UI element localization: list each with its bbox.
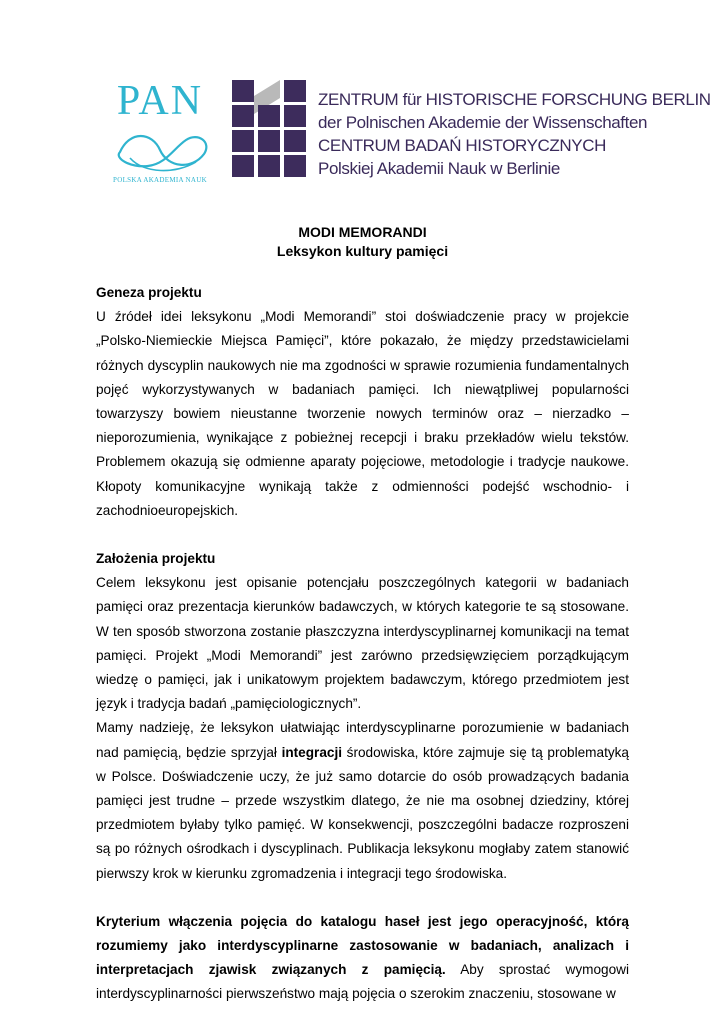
document-body [96, 281, 629, 1007]
paragraph-genesis: U źródeł idei leksykonu „Modi Memorandi” stoi doświadczenie pracy w projekcie „Polsko-Niemieckie Miejsca Pamięci”, które pokazało, że między przedstawicielami różnych dyscyplin naukowych nie ma zgodności w sprawie rozumienia fundamentalnych pojęć wykorzystywanych w badaniach pamięci. Ich niewątpliwej popularności towarzyszy bowiem nieustanne tworzenie nowych terminów oraz – nierzadko – nieporozumienia, wynikające z pobieżnej recepcji i braku przekładów wielu tekstów. Problemem okazują się odmienne aparaty pojęciowe, metodologie i tradycje naukowe. Kłopoty komunikacyjne wynikają także z odmienności podejść wschodnio- i zachodnioeuropejskich. [96, 309, 629, 518]
paragraph-criterion [96, 910, 629, 1007]
institute-grid-logo [232, 80, 308, 178]
pan-swirl-icon [100, 118, 220, 178]
paragraph-assumptions-2 [96, 716, 629, 885]
pan-wordmark: PAN [116, 78, 204, 124]
bold-text-run: integracji [281, 744, 342, 760]
document-title: MODI MEMORANDI [298, 224, 427, 240]
institute-name [318, 88, 713, 180]
pan-subtitle: POLSKA AKADEMIA NAUK [113, 176, 207, 184]
bold-text-run: Kryterium włączenia pojęcia do katalogu haseł jest jego operacyjność, którą rozumiemy jako interdyscyplinarne zastosowanie w badaniach, analizach i interpretacjach zjawisk związanych z pamięcią. [96, 913, 629, 978]
institute-line-1: ZENTRUM für HISTORISCHE FORSCHUNG BERLIN [318, 90, 711, 109]
section-heading-assumptions: Założenia projektu [96, 551, 216, 567]
paragraph-gap [96, 523, 629, 547]
section-heading-genesis: Geneza projektu [96, 285, 202, 300]
pan-logo [100, 78, 220, 190]
text-run: Mamy nadzieję, że leksykon ułatwiając interdyscyplinarne porozumienie w badaniach nad pamięcią, będzie sprzyjał [96, 720, 629, 760]
institute-line-4: Polskiej Akademii Nauk w Berlinie [318, 159, 560, 178]
paragraph-gap [96, 886, 629, 910]
institute-line-3: CENTRUM BADAŃ HISTORYCZNYCH [318, 136, 606, 155]
document-subtitle: Leksykon kultury pamięci [276, 243, 449, 259]
text-run: środowiska, które zajmuje się tą problematyką w Polsce. Doświadczenie uczy, że już samo dotarcie do osób prowadzących badania pamięci jest trudne – przede wszystkim dlatego, że nie ma osobnej dziedziny, której przedmiotem byłaby tylko pamięć. W konsekwencji, poszczególni badacze rozproszeni są po różnych ośrodkach i dyscyplinach. Publikacja leksykonu mogłaby zatem stanowić pierwszy krok w kierunku zgromadzenia i integracji tego środowiska. [96, 744, 629, 881]
paragraph-assumptions-1: Celem leksykonu jest opisanie potencjału poszczególnych kategorii w badaniach pamięci oraz prezentacja kierunków badawczych, w których kategorie te są stosowane. W ten sposób stworzona zostanie płaszczyzna interdyscyplinarnej komunikacji na temat pamięci. Projekt „Modi Memorandi” jest zarówno przedsięwzięciem porządkującym wiedzę o pamięci, jak i unikatowym projektem badawczym, którego przedmiotem jest język i tradycja badań „pamięciologicznych”. [96, 575, 629, 712]
text-run: Aby sprostać wymogowi interdyscyplinarności pierwszeństwo mają pojęcia o szerokim znaczeniu, stosowane w [96, 962, 629, 1002]
institute-line-2: der Polnischen Akademie der Wissenschaften [318, 113, 648, 132]
